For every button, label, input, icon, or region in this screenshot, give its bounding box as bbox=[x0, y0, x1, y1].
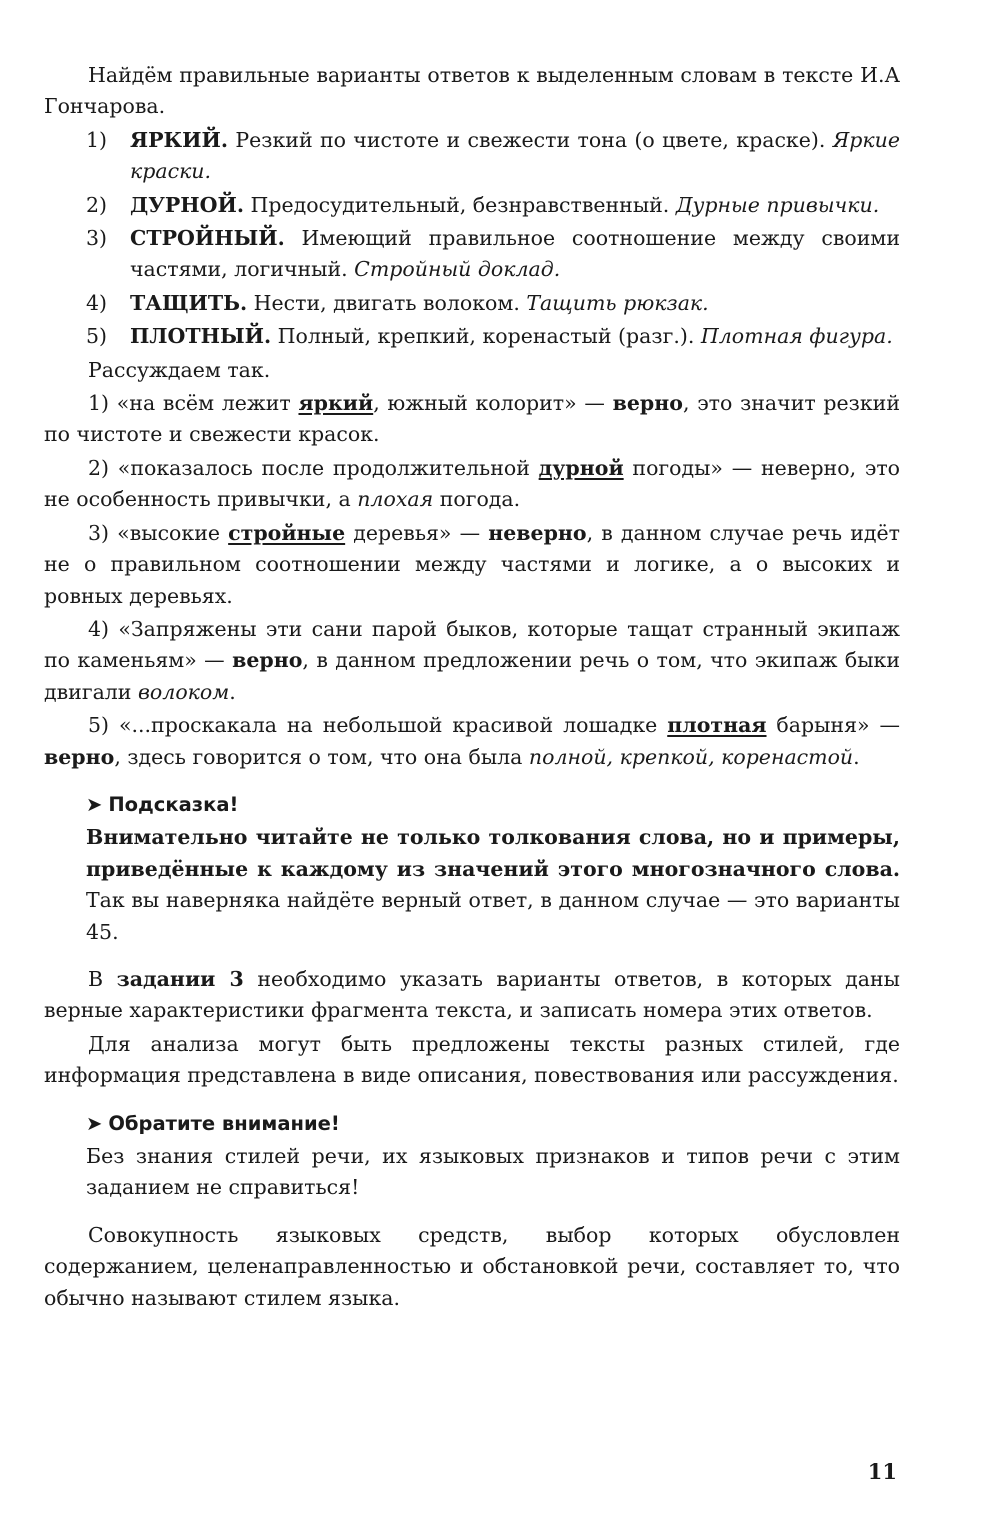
text-run: , в данном случае речь идёт не о правильном соотношении между частями и логике, а о высоких и ровных деревьях. bbox=[44, 520, 900, 608]
definition-body bbox=[130, 288, 900, 319]
definition-number: 3) bbox=[86, 226, 108, 251]
definition-item bbox=[86, 190, 900, 221]
definition-text: Нести, двигать волоком. bbox=[247, 290, 527, 315]
definition-body bbox=[130, 190, 900, 221]
definition-number: 1) bbox=[86, 127, 108, 152]
text-run: . bbox=[229, 679, 236, 704]
definition-word: ПЛОТНЫЙ. bbox=[130, 324, 272, 349]
definition-item bbox=[86, 223, 900, 286]
arrow-icon: ➤ bbox=[86, 792, 103, 816]
text-run: 5) «...проскакала на небольшой красивой лошадке bbox=[88, 713, 668, 738]
final-paragraph: Совокупность языковых средств, выбор которых обусловлен содержанием, целенаправленностью и обстановкой речи, составляет то, что обычно называют стилем языка. bbox=[44, 1222, 900, 1310]
task3-paragraph bbox=[44, 964, 900, 1027]
text-column bbox=[44, 60, 900, 1314]
highlighted-word: плотная bbox=[667, 713, 767, 738]
hint-bold: Внимательно читайте не только толкования слова, но и примеры, приведённые к каждому из значений этого многозначного слова. bbox=[86, 825, 900, 881]
definition-text: Предосудительный, безнравственный. bbox=[244, 192, 676, 217]
reasoning-lead: Рассуждаем так. bbox=[88, 357, 271, 382]
text-run: , здесь говорится о том, что она была bbox=[114, 744, 529, 769]
definition-text: Резкий по чистоте и свежести тона (о цвете, краске). bbox=[228, 127, 833, 152]
hint-title bbox=[86, 789, 900, 820]
definition-body bbox=[130, 125, 900, 188]
text-run: погода. bbox=[433, 487, 521, 512]
attention-title-text: Обратите внимание! bbox=[108, 1111, 340, 1135]
text-run: барыня» — bbox=[766, 713, 900, 738]
definition-example: Тащить рюкзак. bbox=[526, 290, 709, 315]
text-run: 3) «высокие bbox=[88, 520, 229, 545]
intro-text: Найдём правильные варианты ответов к выделенным словам в тексте И.А Гончарова. bbox=[44, 63, 900, 119]
attention-text: Без знания стилей речи, их языковых признаков и типов речи с этим заданием не справиться! bbox=[86, 1144, 900, 1200]
definition-item bbox=[86, 288, 900, 319]
hint-title-text: Подсказка! bbox=[108, 792, 239, 816]
definition-example: Дурные привычки. bbox=[675, 192, 880, 217]
definition-text: Полный, крепкий, коренастый (разг.). bbox=[271, 324, 701, 349]
attention-title bbox=[86, 1108, 900, 1139]
verdict: неверно bbox=[488, 520, 587, 545]
italic-word: волоком bbox=[138, 679, 230, 704]
text-run: , южный колорит» — bbox=[373, 391, 613, 416]
reasoning-item bbox=[44, 453, 900, 516]
attention-box bbox=[86, 1108, 900, 1204]
definition-number: 2) bbox=[86, 192, 108, 217]
italic-word: полной, крепкой, коренастой bbox=[528, 744, 854, 769]
definition-example: Плотная фигура. bbox=[700, 324, 893, 349]
hint-rest: Так вы наверняка найдёте верный ответ, в данном случае — это варианты 45. bbox=[86, 888, 900, 944]
definition-item bbox=[86, 321, 900, 352]
reasoning-item bbox=[44, 388, 900, 451]
reasoning-item bbox=[44, 614, 900, 708]
task-label: задании 3 bbox=[116, 966, 244, 991]
highlighted-word: дурной bbox=[538, 455, 624, 480]
definition-example: Яркие краски. bbox=[130, 127, 900, 184]
highlighted-word: стройные bbox=[228, 520, 346, 545]
arrow-icon: ➤ bbox=[86, 1111, 103, 1135]
text-run: 1) «на всём лежит bbox=[88, 391, 299, 416]
definition-body bbox=[130, 321, 900, 352]
reasoning-item bbox=[44, 518, 900, 612]
definition-word: ЯРКИЙ. bbox=[130, 127, 229, 152]
definition-text: Имеющий правильное соотношение между своими частями, логичный. bbox=[130, 226, 900, 282]
text-run: деревья» — bbox=[345, 520, 489, 545]
definition-word: СТРОЙНЫЙ. bbox=[130, 226, 285, 251]
text-run: В bbox=[88, 966, 117, 991]
definition-number: 5) bbox=[86, 324, 108, 349]
text-run: , это значит резкий по чистоте и свежести красок. bbox=[44, 391, 900, 447]
verdict: верно bbox=[232, 648, 303, 673]
text-run: 4) «Запряжены эти сани парой быков, которые тащат странный экипаж по каменьям» — bbox=[44, 616, 900, 673]
definition-item bbox=[86, 125, 900, 188]
text-run: необходимо указать варианты ответов, в которых даны верные характеристики фрагмента текста, и записать номера этих ответов. bbox=[44, 966, 900, 1023]
page-number: 11 bbox=[867, 1459, 897, 1484]
text-run: 2) «показалось после продолжительной bbox=[88, 455, 539, 480]
text-run: . bbox=[853, 744, 860, 769]
hint-text bbox=[86, 822, 900, 948]
hint-box bbox=[86, 789, 900, 948]
verdict: верно bbox=[44, 744, 115, 769]
reasoning-item bbox=[44, 710, 900, 773]
verdict: верно bbox=[612, 391, 683, 416]
highlighted-word: яркий bbox=[298, 391, 374, 416]
text-run: , в данном предложении речь о том, что экипаж быки двигали bbox=[44, 648, 900, 704]
italic-word: плохая bbox=[357, 487, 434, 512]
definition-number: 4) bbox=[86, 290, 108, 315]
styles-paragraph: Для анализа могут быть предложены тексты разных стилей, где информация представлена в виде описания, повествования или рассуждения. bbox=[44, 1031, 900, 1088]
text-run: погоды» — неверно, это не особенность привычки, а bbox=[44, 455, 900, 512]
intro-paragraph bbox=[44, 60, 900, 123]
definition-body bbox=[130, 223, 900, 286]
definition-word: ТАЩИТЬ. bbox=[130, 290, 248, 315]
definition-example: Стройный доклад. bbox=[354, 257, 561, 282]
definition-word: ДУРНОЙ. bbox=[130, 192, 245, 217]
